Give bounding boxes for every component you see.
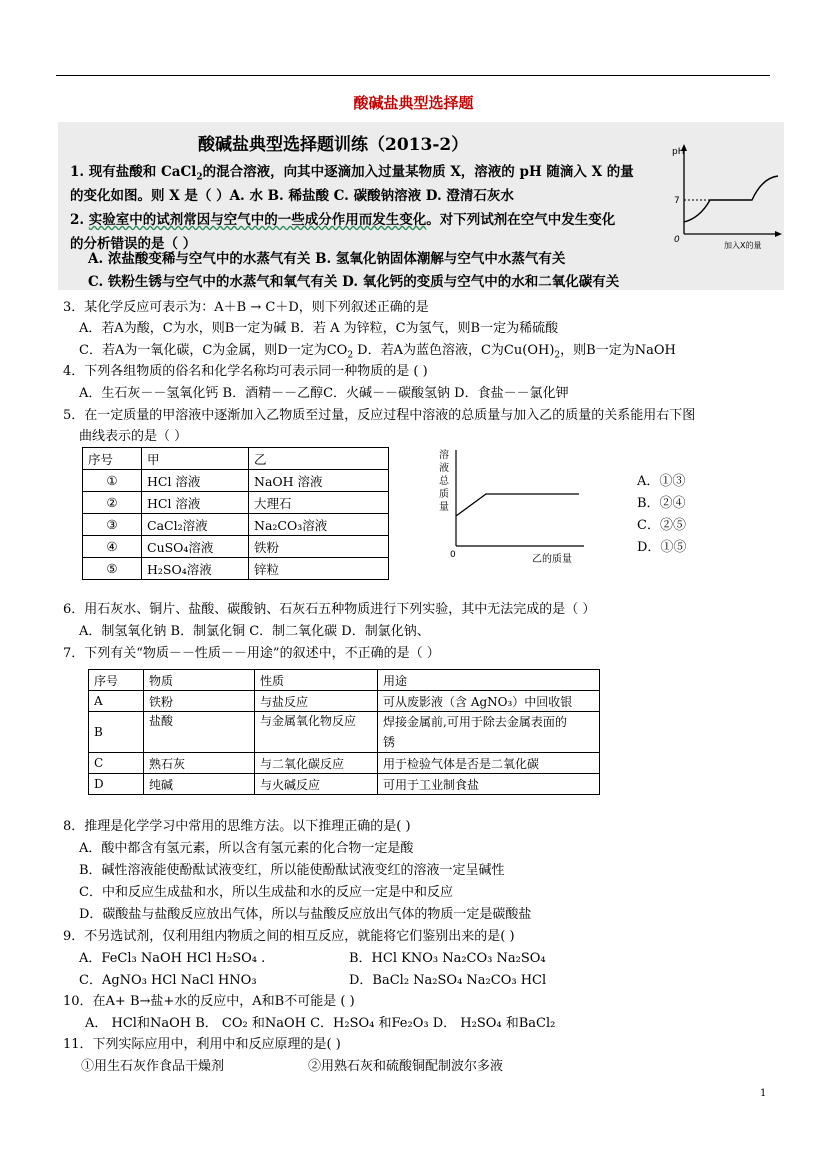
question-3-options-2: C．若A为一氧化碳，C为金属，则D一定为$CO_2$ D．若A为蓝色溶液，C为$Cu(OH)_2$，则B一定为NaOH: [79, 343, 676, 361]
table-header-cell: 序号: [89, 670, 144, 691]
table-header-row: [83, 448, 389, 470]
table-cell: 熟石灰: [144, 753, 255, 774]
table-header-cell: 性质: [255, 670, 378, 691]
table-cell: ③: [83, 514, 142, 536]
mass-graph-y-label-char: 总: [439, 476, 449, 487]
question-5-option-b: B．②④: [637, 496, 686, 511]
table-cell: ④: [83, 536, 142, 558]
table-cell: D: [89, 774, 144, 795]
table-cell: HCl 溶液: [142, 492, 249, 514]
table-cell: 与火碱反应: [255, 774, 378, 795]
table-cell: 可从废影液（含 AgNO₃）中回收银: [378, 691, 600, 712]
question-5-option-d: D．①⑤: [637, 540, 687, 555]
question-9-option-b: B．HCl KNO₃ Na₂CO₃ Na₂SO₄: [349, 951, 546, 966]
question-5-stem-2: 曲线表示的是（ ）: [79, 429, 188, 444]
question-1-line-1: 1. 现有盐酸和 CaCl$_2$的混合溶液，向其中逐滴加入过量某物质 X，溶液的 pH 随滴入 X 的量: [70, 164, 634, 183]
question-9-stem: 9．不另选试剂，仅利用组内物质之间的相互反应，就能将它们鉴别出来的是( ): [63, 929, 515, 944]
table-row: [83, 514, 389, 536]
table-cell: 焊接金属前,可用于除去金属表面的 锈: [378, 712, 600, 753]
question-8-option-b: B．碱性溶液能使酚酞试液变红，所以能使酚酞试液变红的溶液一定呈碱性: [79, 863, 505, 878]
table-cell: B: [89, 712, 144, 753]
question-11-item-2: ②用熟石灰和硫酸铜配制波尔多液: [308, 1059, 504, 1074]
table-cell: ⑤: [83, 558, 142, 580]
table-cell: A: [89, 691, 144, 712]
question-2-line-1: 2. 实验室中的试剂常因与空气中的一些成分作用而发生变化。对下列试剂在空气中发生变化: [70, 212, 616, 228]
question-5-option-a: A．①③: [637, 474, 686, 489]
table-cell: 用于检验气体是否是二氧化碳: [378, 753, 600, 774]
question-4-options: A．生石灰－－氢氧化钙 B．酒精－－乙醇C．火碱－－碳酸氢钠 D．食盐－－氯化钾: [79, 386, 569, 401]
question-8-option-d: D．碳酸盐与盐酸反应放出气体，所以与盐酸反应放出气体的物质一定是碳酸盐: [79, 907, 532, 922]
table-cell: Na₂CO₃溶液: [249, 514, 389, 536]
question-banner-image: [58, 122, 784, 290]
table-header-row: [89, 670, 600, 691]
table-cell: 大理石: [249, 492, 389, 514]
ph-graph-y-tick: 7: [674, 196, 680, 206]
question-10-stem: 10．在A+ B→盐+水的反应中，A和B不可能是 ( ): [63, 994, 355, 1009]
question-9-option-d: D．BaCl₂ Na₂SO₄ Na₂CO₃ HCl: [349, 973, 547, 988]
table-cell: C: [89, 753, 144, 774]
table-header-cell: 序号: [83, 448, 142, 470]
ph-graph-x-arrow: [775, 231, 782, 237]
question-11-stem: 11．下列实际应用中，利用中和反应原理的是( ): [63, 1037, 341, 1052]
question-11-item-1: ①用生石灰作食品干燥剂: [81, 1059, 225, 1074]
ph-graph-origin: 0: [674, 235, 680, 245]
question-3-options-1: A．若A为酸，C为水，则B一定为碱 B．若 A 为锌粒，C为氢气，则B一定为稀硫酸: [79, 321, 559, 336]
table-header-cell: 用途: [378, 670, 600, 691]
question-3-stem: 3．某化学反应可表示为：A＋B → C＋D，则下列叙述正确的是: [63, 300, 429, 315]
table-cell: CuSO₄溶液: [142, 536, 249, 558]
ph-graph-y-label: pH: [672, 147, 685, 157]
table-cell: 铁粉: [144, 691, 255, 712]
question-2-line-4: C. 铁粉生锈与空气中的水蒸气和氧气有关 D. 氧化钙的变质与空气中的水和二氧化碳有关: [88, 274, 620, 290]
question-6-options: A．制氢氧化钠 B．制氯化铜 C．制二氧化碳 D．制氯化钠、: [79, 624, 430, 639]
question-10-options: A． HCl和NaOH B． CO₂ 和NaOH C．H₂SO₄ 和Fe₂O₃ D． H₂SO₄ 和BaCl₂: [85, 1016, 556, 1031]
mass-graph-y-label-char: 量: [439, 502, 449, 513]
question-5-stem: 5．在一定质量的甲溶液中逐渐加入乙物质至过量，反应过程中溶液的总质量与加入乙的质量的关系能用右下图: [63, 408, 696, 423]
mass-graph-x-label: 乙的质量: [532, 554, 572, 565]
table-row: [89, 753, 600, 774]
ph-graph: [670, 142, 784, 252]
table-cell: H₂SO₄溶液: [142, 558, 249, 580]
table-cell: CaCl₂溶液: [142, 514, 249, 536]
mass-graph-origin: 0: [450, 550, 456, 560]
header-rule: [56, 75, 770, 76]
question-2-line-3: A. 浓盐酸变稀与空气中的水蒸气有关 B. 氢氧化钠固体潮解与空气中水蒸气有关: [88, 251, 566, 267]
table-cell: 与金属氧化物反应: [255, 712, 378, 753]
mass-graph: [434, 444, 604, 572]
page-number: 1: [760, 1088, 767, 1099]
question-6-stem: 6．用石灰水、铜片、盐酸、碳酸钠、石灰石五种物质进行下列实验，其中无法完成的是（ ）: [63, 602, 596, 617]
table-cell: NaOH 溶液: [249, 470, 389, 492]
table-cell: 铁粉: [249, 536, 389, 558]
question-9-option-c: C．AgNO₃ HCl NaCl HNO₃: [79, 973, 257, 988]
table-cell: HCl 溶液: [142, 470, 249, 492]
table-cell: 与盐反应: [255, 691, 378, 712]
table-header-cell: 物质: [144, 670, 255, 691]
mass-graph-y-label-char: 液: [439, 463, 449, 474]
question-8-option-a: A．酸中都含有氢元素，所以含有氢元素的化合物一定是酸: [79, 841, 414, 856]
table-cell: 盐酸: [144, 712, 255, 753]
question-4-stem: 4．下列各组物质的俗名和化学名称均可表示同一种物质的是 ( ): [63, 364, 428, 379]
mass-graph-y-label-char: 溶: [439, 450, 449, 461]
document-title: 酸碱盐典型选择题: [353, 94, 474, 112]
question-5-table: [82, 447, 389, 580]
question-9-option-a: A．FeCl₃ NaOH HCl H₂SO₄ .: [79, 951, 266, 966]
table-header-cell: 甲: [142, 448, 249, 470]
table-row: [83, 470, 389, 492]
table-header-cell: 乙: [249, 448, 389, 470]
ph-graph-x-label: 加入X的量: [724, 241, 762, 250]
question-8-stem: 8．推理是化学学习中常用的思维方法。以下推理正确的是( ): [63, 819, 411, 834]
table-row: [89, 712, 600, 753]
table-row: [83, 492, 389, 514]
banner-title: 酸碱盐典型选择题训练（2013-2）: [198, 135, 469, 155]
table-cell: 纯碱: [144, 774, 255, 795]
table-cell: 与二氧化碳反应: [255, 753, 378, 774]
table-cell: ②: [83, 492, 142, 514]
question-8-option-c: C．中和反应生成盐和水，所以生成盐和水的反应一定是中和反应: [79, 885, 453, 900]
question-1-line-2: 的变化如图。则 X 是（ ）A. 水 B. 稀盐酸 C. 碳酸钠溶液 D. 澄清石灰水: [70, 188, 514, 204]
question-5-option-c: C．②⑤: [637, 518, 686, 533]
question-7-stem: 7．下列有关“物质－－性质－－用途”的叙述中，不正确的是（ ）: [63, 646, 440, 661]
table-cell: 可用于工业制食盐: [378, 774, 600, 795]
table-row: [89, 774, 600, 795]
table-row: [83, 558, 389, 580]
table-cell: 锌粒: [249, 558, 389, 580]
mass-graph-y-label-char: 质: [439, 489, 449, 500]
table-row: [89, 691, 600, 712]
table-row: [83, 536, 389, 558]
table-cell: ①: [83, 470, 142, 492]
ph-graph-curve: [684, 176, 778, 222]
mass-graph-curve: [456, 494, 579, 516]
question-2-line-2: 的分析错误的是（ ）: [70, 236, 197, 252]
question-7-table: [88, 669, 600, 795]
